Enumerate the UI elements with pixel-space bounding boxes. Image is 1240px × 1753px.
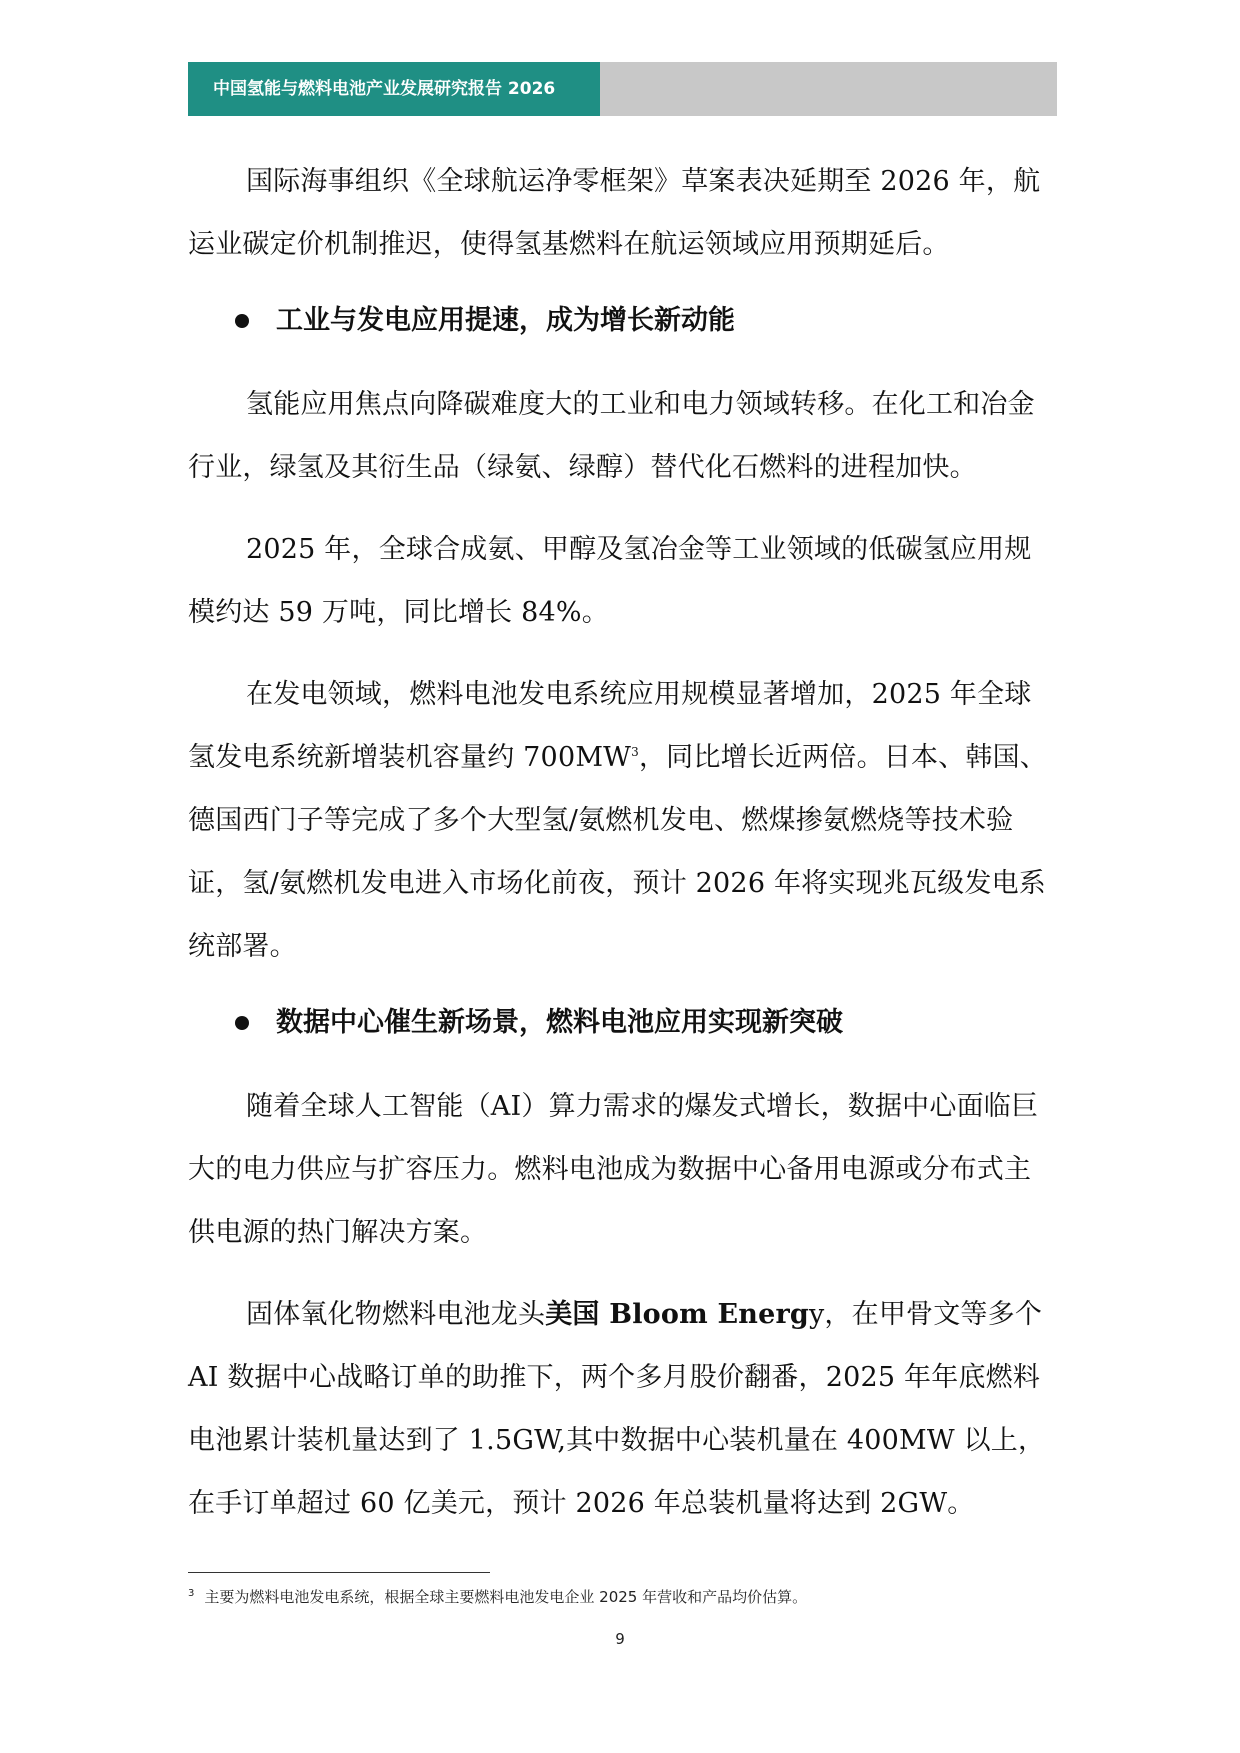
section-heading-text: 工业与发电应用提速，成为增长新动能 [276,305,735,336]
paragraph-text: ，同比增长近两倍。日本、韩国、德国西门子等完成了多个大型氢/氨燃机发电、燃煤掺氨燃烧等技术验证，氢/氨燃机发电进入市场化前夜，预计 2026 年将实现兆瓦级发电系统部署。 [188,742,1047,962]
section-heading-datacenter [188,997,1057,1049]
footnote-divider [188,1572,490,1573]
paragraph-bloom-energy [188,1283,1057,1535]
paragraph-shipping: 国际海事组织《全球航运净零框架》草案表决延期至 2026 年，航运业碳定价机制推迟，使得氢基燃料在航运领域应用预期延后。 [188,166,1041,260]
bullet-icon [235,1016,249,1030]
company-name: 美国 Bloom Energ [545,1299,809,1330]
paragraph-industry-shift: 氢能应用焦点向降碳难度大的工业和电力领域转移。在化工和冶金行业，绿氢及其衍生品（绿氨、绿醇）替代化石燃料的进程加快。 [188,389,1035,483]
paragraph-text: y，在甲骨文等多个 AI 数据中心战略订单的助推下，两个多月股价翻番，2025 年年底燃料电池累计装机量达到了 1.5GW,其中数据中心装机量在 400MW 以上，在手订单超过 60 亿美元，预计 2026 年总装机量将达到 2GW。 [188,1299,1046,1519]
page-number: 9 [615,1630,625,1648]
footnote-reference[interactable]: 3 [631,745,639,759]
page-content [188,150,1057,1554]
paragraph-datacenter-demand: 随着全球人工智能（AI）算力需求的爆发式增长，数据中心面临巨大的电力供应与扩容压力。燃料电池成为数据中心备用电源或分布式主供电源的热门解决方案。 [188,1091,1039,1248]
header-bar [188,62,1057,116]
paragraph-industry-2025: 2025 年，全球合成氨、甲醇及氢冶金等工业领域的低碳氢应用规模约达 59 万吨，同比增长 84%。 [188,534,1032,628]
bullet-icon [235,314,249,328]
footnote-text: 主要为燃料电池发电系统，根据全球主要燃料电池发电企业 2025 年营收和产品均价估算。 [204,1588,808,1606]
paragraph-text: 固体氧化物燃料电池龙头 [246,1299,546,1330]
paragraph-power-generation [188,663,1057,978]
report-title: 中国氢能与燃料电池产业发展研究报告 2026 [188,62,600,116]
section-heading-industry [188,295,1057,347]
section-heading-text: 数据中心催生新场景，燃料电池应用实现新突破 [276,1007,843,1038]
footnote [188,1582,1057,1609]
footnote-marker: 3 [188,1588,195,1599]
paragraph-text: 在发电领域，燃料电池发电系统应用规模显著增加，2025 年全球氢发电系统新增装机容量约 700MW [188,679,1032,773]
